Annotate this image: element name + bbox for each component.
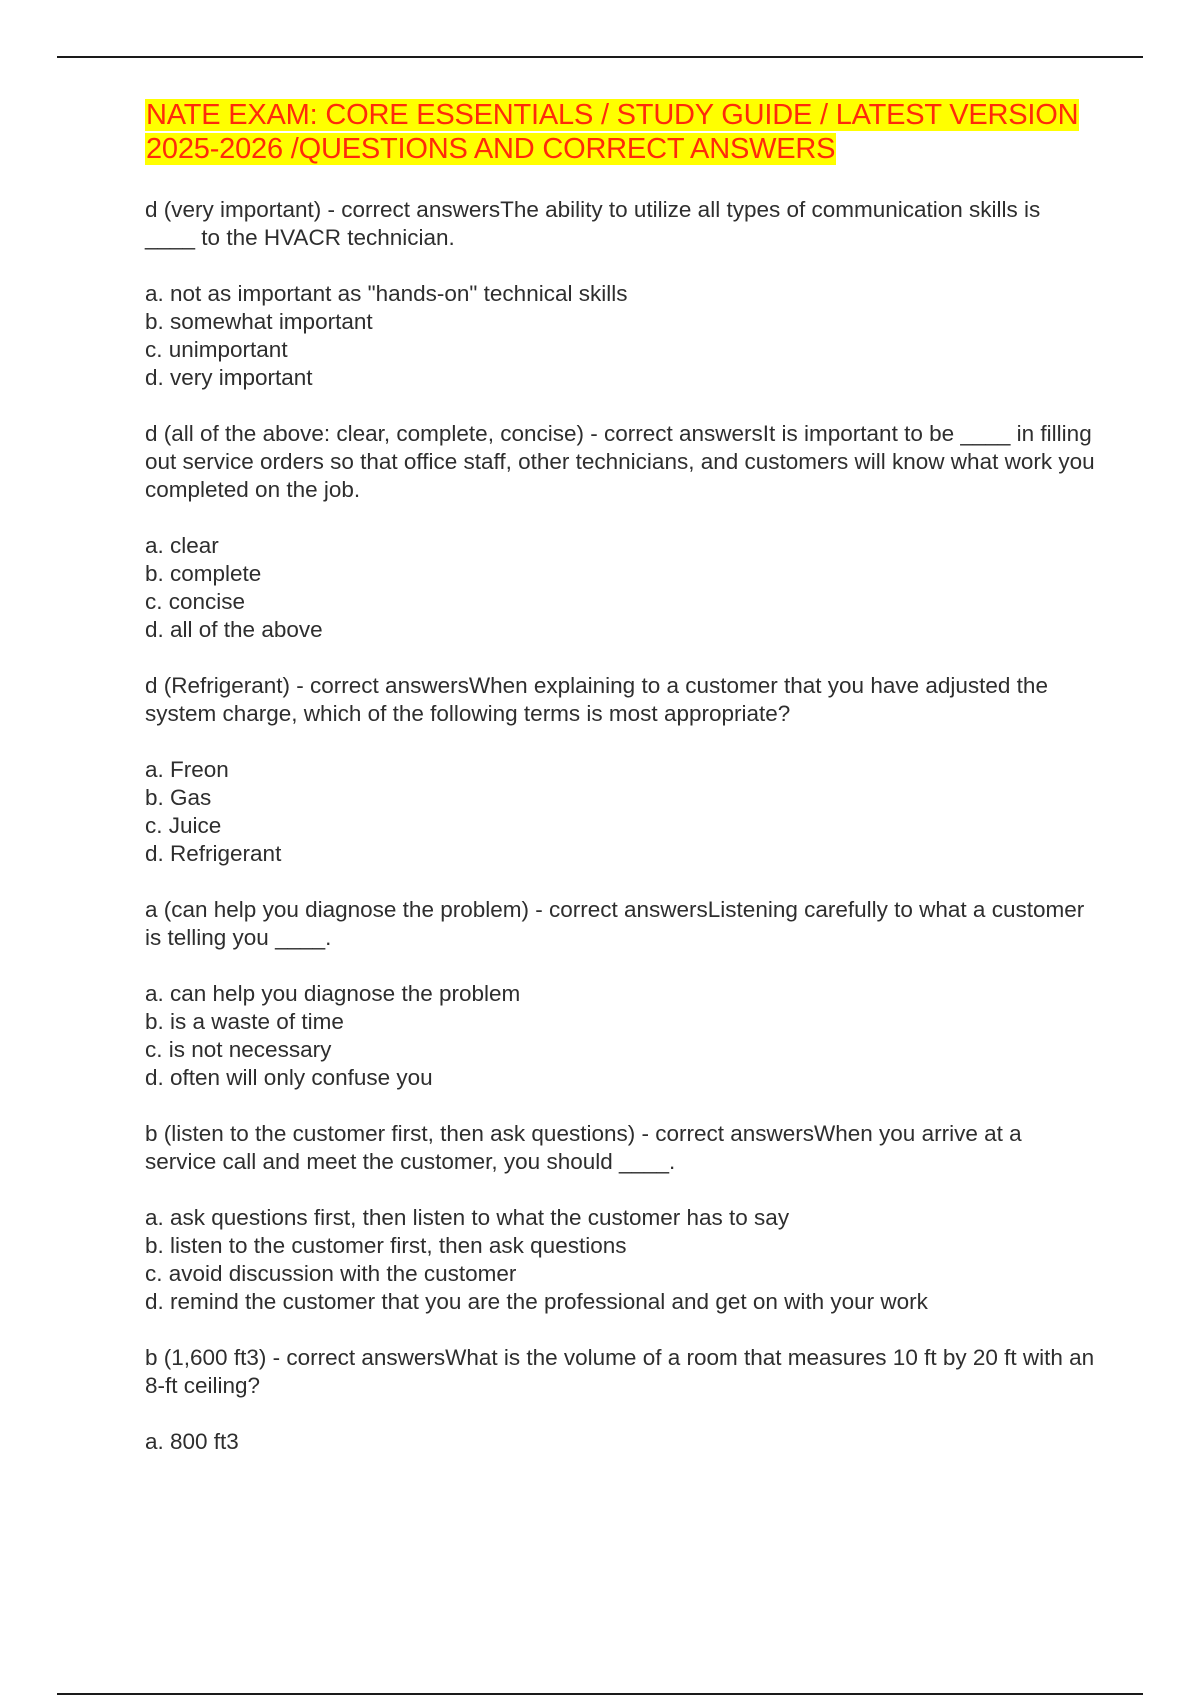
question-block <box>145 1120 1095 1316</box>
answer-option: b. complete <box>145 561 262 586</box>
answer-option: b. Gas <box>145 785 212 810</box>
answer-option: c. concise <box>145 589 246 614</box>
question-block <box>145 420 1095 644</box>
answer-option: d. often will only confuse you <box>145 1065 433 1090</box>
answer-options <box>145 756 1095 868</box>
question-text: b (listen to the customer first, then ask questions) - correct answersWhen you arrive at a service call and meet the customer, you should ____. <box>145 1121 1022 1174</box>
question-text: d (very important) - correct answersThe ability to utilize all types of communication skills is ____ to the HVACR technician. <box>145 197 1041 250</box>
answer-option: a. Freon <box>145 757 229 782</box>
answer-options <box>145 980 1095 1092</box>
top-rule <box>57 56 1143 58</box>
answer-option: b. somewhat important <box>145 309 373 334</box>
question-text: b (1,600 ft3) - correct answersWhat is the volume of a room that measures 10 ft by 20 ft with an 8-ft ceiling? <box>145 1345 1095 1398</box>
answer-option: d. very important <box>145 365 313 390</box>
answer-option: d. all of the above <box>145 617 323 642</box>
question-block <box>145 672 1095 868</box>
document-title <box>145 98 1095 166</box>
answer-option: c. Juice <box>145 813 222 838</box>
bottom-rule <box>57 1693 1143 1695</box>
answer-option: a. clear <box>145 533 219 558</box>
answer-option: a. 800 ft3 <box>145 1429 239 1454</box>
document-title-text: NATE EXAM: CORE ESSENTIALS / STUDY GUIDE / LATEST VERSION 2025-2026 /QUESTIONS AND CORRECT ANSWERS <box>146 99 1079 165</box>
answer-options <box>145 280 1095 392</box>
document-body <box>145 98 1095 1484</box>
question-block <box>145 896 1095 1092</box>
answer-option: a. not as important as "hands-on" technical skills <box>145 281 628 306</box>
question-block <box>145 1344 1095 1456</box>
answer-option: c. is not necessary <box>145 1037 332 1062</box>
answer-options <box>145 1204 1095 1316</box>
answer-option: c. unimportant <box>145 337 288 362</box>
answer-option: d. Refrigerant <box>145 841 282 866</box>
question-text: d (all of the above: clear, complete, concise) - correct answersIt is important to be ____ in filling out service orders so that office staff, other technicians, and customers will know what work you completed on the job. <box>145 421 1095 502</box>
answer-options <box>145 532 1095 644</box>
question-text: a (can help you diagnose the problem) - correct answersListening carefully to what a customer is telling you ____. <box>145 897 1085 950</box>
question-text: d (Refrigerant) - correct answersWhen explaining to a customer that you have adjusted the system charge, which of the following terms is most appropriate? <box>145 673 1048 726</box>
answer-option: a. can help you diagnose the problem <box>145 981 521 1006</box>
answer-option: d. remind the customer that you are the professional and get on with your work <box>145 1289 928 1314</box>
answer-option: c. avoid discussion with the customer <box>145 1261 517 1286</box>
answer-options <box>145 1428 1095 1456</box>
answer-option: a. ask questions first, then listen to what the customer has to say <box>145 1205 790 1230</box>
answer-option: b. listen to the customer first, then ask questions <box>145 1233 627 1258</box>
question-block <box>145 196 1095 392</box>
answer-option: b. is a waste of time <box>145 1009 344 1034</box>
